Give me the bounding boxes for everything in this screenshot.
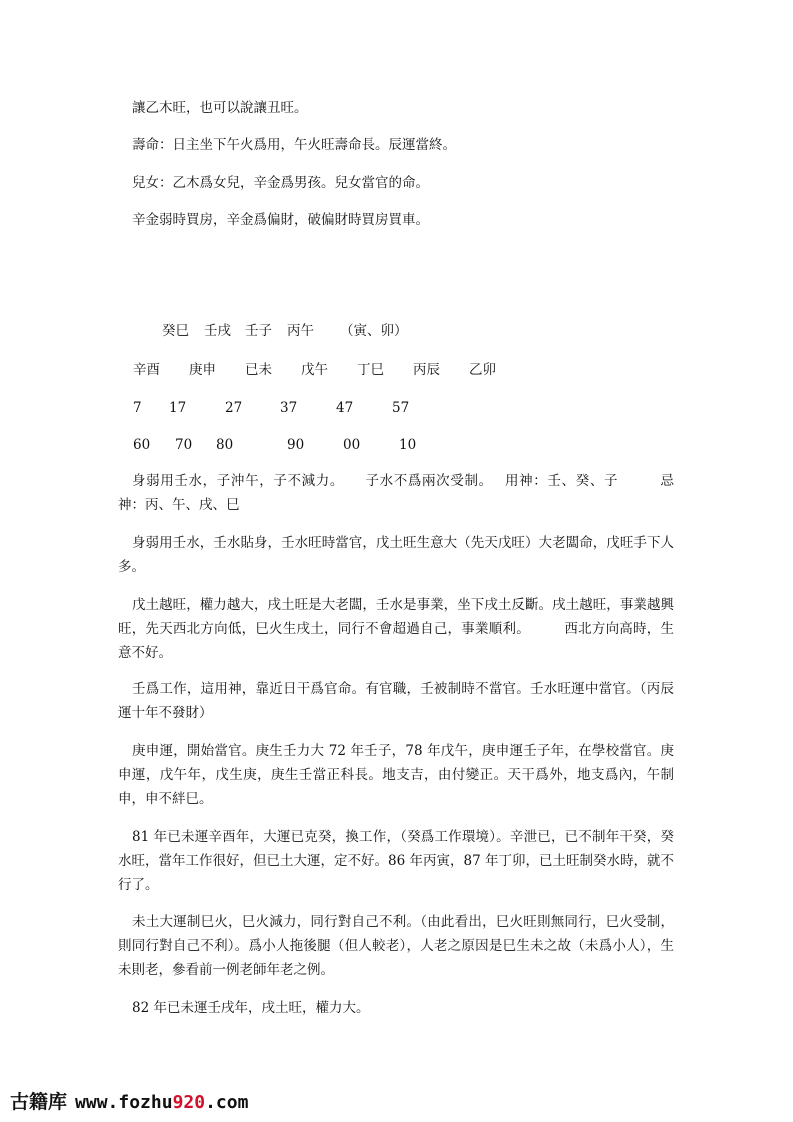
age-value: 57 bbox=[392, 400, 410, 416]
paragraph: 辛金弱時買房，辛金爲偏財，破偏財時買房買車。 bbox=[132, 212, 429, 228]
paragraph: 戊土越旺，權力越大，戌土旺是大老闆，壬水是事業，坐下戌土反斷。戌土越旺，事業越興旺，先天西北方向低，巳火生戌土，同行不會超過自己，事業順利。 西北方向高時，生意不好。 bbox=[118, 597, 674, 661]
year-value: 70 bbox=[175, 437, 193, 453]
year-value: 10 bbox=[399, 437, 417, 453]
paragraph: 身弱用壬水，壬水貼身，壬水旺時當官，戊土旺生意大（先天戊旺）大老闆命，戊旺手下人多。 bbox=[118, 535, 674, 575]
luck-pillar: 庚申 bbox=[189, 362, 216, 378]
years-row bbox=[0, 435, 793, 455]
paragraph: 讓乙木旺，也可以說讓丑旺。 bbox=[132, 100, 308, 116]
pillar-hour: 丙午 bbox=[287, 323, 314, 339]
luck-pillar: 丁巳 bbox=[357, 362, 384, 378]
site-watermark bbox=[10, 1087, 248, 1115]
pillar-day: 壬子 bbox=[245, 323, 272, 339]
paragraph: 壬爲工作，這用神，靠近日干爲官命。有官職，壬被制時不當官。壬水旺運中當官。（丙辰運十年不發財） bbox=[118, 681, 674, 721]
paragraph: 82 年已未運壬戌年，戌土旺，權力大。 bbox=[132, 1000, 370, 1016]
paragraph: 兒女：乙木爲女兒，辛金爲男孩。兒女當官的命。 bbox=[132, 175, 429, 191]
watermark-url-suffix: .com bbox=[205, 1092, 249, 1113]
paragraph: 81 年已未運辛酉年，大運已克癸，換工作，（癸爲工作環境）。辛泄已，已不制年干癸，癸水旺，當年工作很好，但已土大運，定不好。86 年丙寅，87 年丁卯，已土旺制癸水時，就不行了。 bbox=[118, 829, 674, 893]
pillar-year: 癸巳 bbox=[162, 323, 189, 339]
age-value: 7 bbox=[133, 400, 142, 416]
pillar-extra: （寅、卯） bbox=[340, 323, 408, 339]
watermark-url-number: 920 bbox=[172, 1092, 206, 1113]
age-value: 27 bbox=[225, 400, 243, 416]
age-value: 37 bbox=[280, 400, 298, 416]
luck-pillar: 辛酉 bbox=[133, 362, 160, 378]
ages-row bbox=[0, 398, 793, 418]
luck-pillar: 丙辰 bbox=[413, 362, 440, 378]
paragraph: 未土大運制巳火，巳火減力，同行對自己不利。（由此看出，巳火旺則無同行，巳火受制，則同行對自己不利）。爲小人拖後腿（但人較老），人老之原因是巳生未之故（未爲小人），生未則老，參看前一例老師年老之例。 bbox=[118, 914, 674, 978]
year-value: 60 bbox=[133, 437, 151, 453]
year-value: 00 bbox=[343, 437, 361, 453]
luck-pillars-row bbox=[0, 360, 793, 380]
luck-pillar: 乙卯 bbox=[469, 362, 496, 378]
paragraph: 庚申運，開始當官。庚生壬力大 72 年壬子，78 年戊午，庚申運壬子年，在學校當官。庚申運，戊午年，戊生庚，庚生壬當正科長。地支吉，由付變正。天干爲外，地支爲內，午制申，申不絆巳。 bbox=[118, 743, 674, 807]
watermark-url bbox=[75, 1092, 248, 1113]
paragraph: 壽命：日主坐下午火爲用，午火旺壽命長。辰運當終。 bbox=[132, 137, 456, 153]
age-value: 17 bbox=[169, 400, 187, 416]
watermark-url-prefix: www.fozhu bbox=[75, 1092, 173, 1113]
pillar-month: 壬戌 bbox=[204, 323, 231, 339]
luck-pillar: 戊午 bbox=[301, 362, 328, 378]
luck-pillar: 已未 bbox=[245, 362, 272, 378]
paragraph: 身弱用壬水，子沖午，子不減力。 子水不爲兩次受制。 用神：壬、癸、子 忌神：丙、午、戌、巳 bbox=[118, 473, 674, 513]
watermark-brand: 古籍库 bbox=[10, 1091, 68, 1113]
age-value: 47 bbox=[336, 400, 354, 416]
year-value: 80 bbox=[216, 437, 234, 453]
year-value: 90 bbox=[287, 437, 305, 453]
four-pillars-row bbox=[0, 321, 793, 341]
